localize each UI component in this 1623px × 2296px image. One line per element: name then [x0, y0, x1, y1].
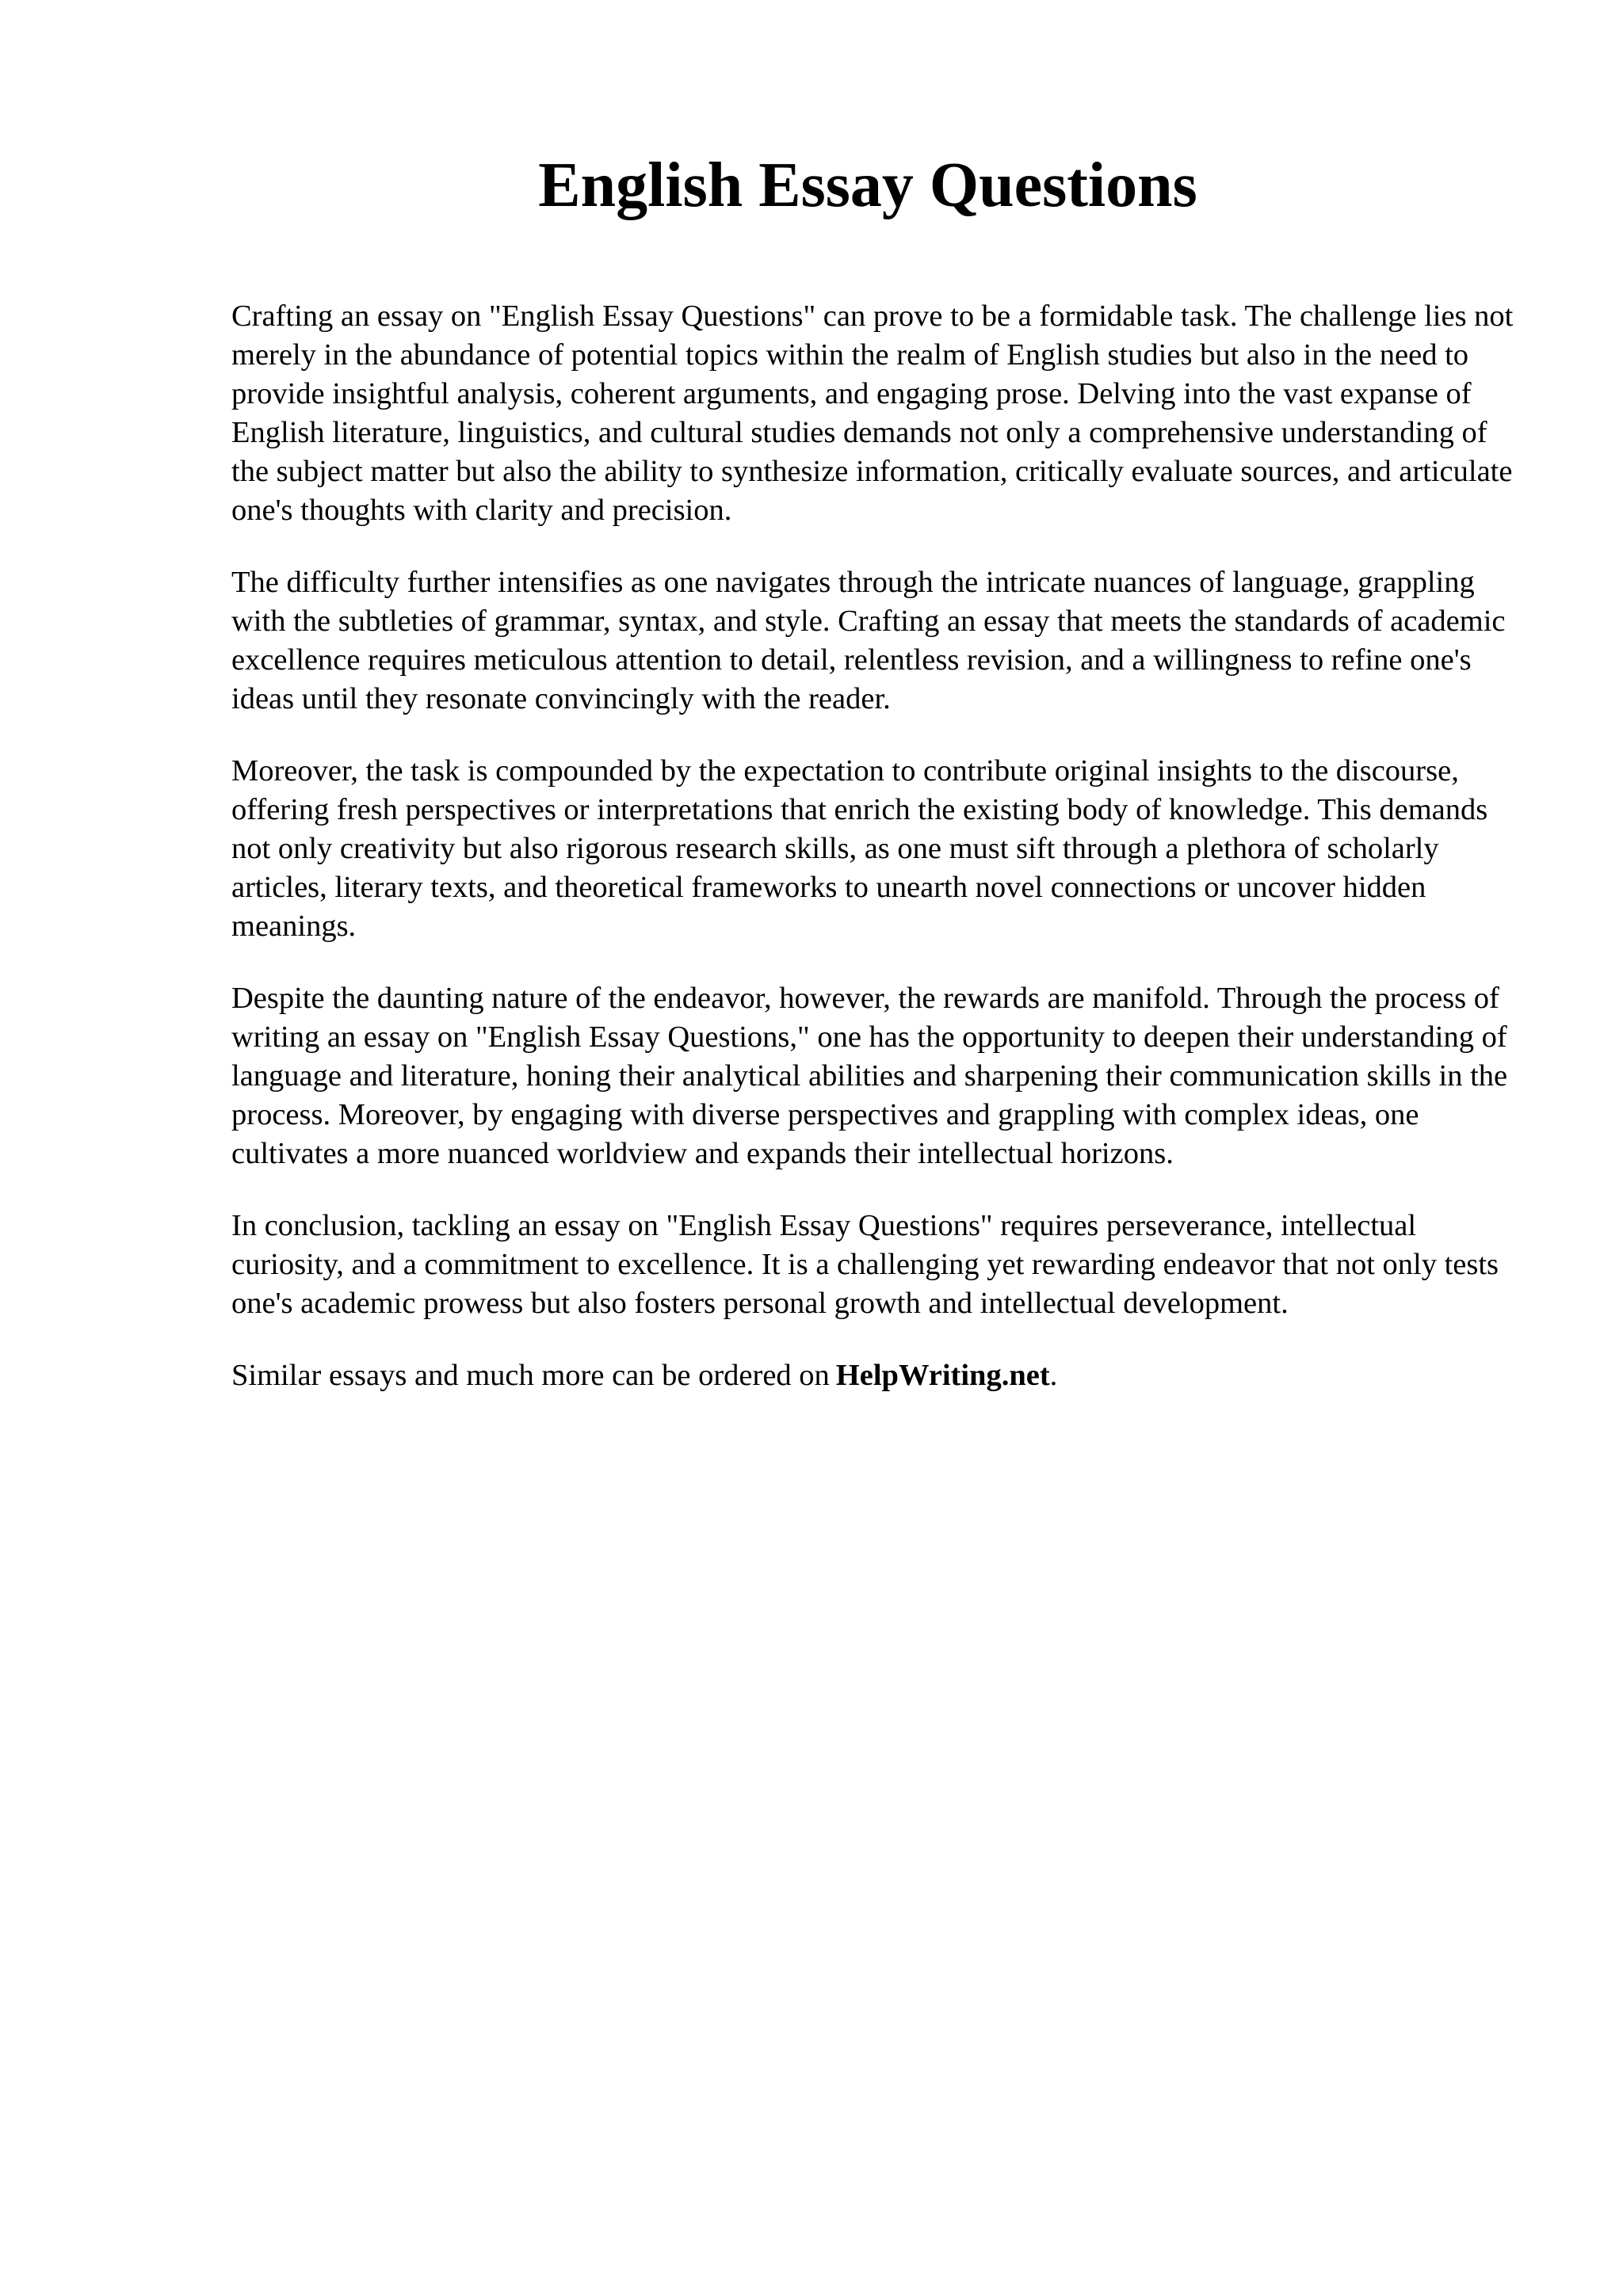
- paragraph-2: The difficulty further intensifies as one navigates through the intricate nuances of language, grappling with the subtleties of grammar, syntax, and style. Crafting an essay that meets the standards of academic excellence requires meticulous attention to detail, relentless revision, and a willingness to refine one's ideas until they resonate convincingly with the reader.: [231, 566, 1506, 715]
- promo-line: [231, 1356, 1515, 1395]
- promo-text: Similar essays and much more can be ordered on: [231, 1359, 830, 1392]
- promo-period: .: [1049, 1359, 1058, 1392]
- brand-link[interactable]: HelpWriting.net: [835, 1359, 1050, 1392]
- paragraph-3: Moreover, the task is compounded by the expectation to contribute original insights to the discourse, offering fresh perspectives or interpretations that enrich the existing body of knowledge. This demands not only creativity but also rigorous research skills, as one must sift through a plethora of scholarly articles, literary texts, and theoretical frameworks to unearth novel connections or uncover hidden meanings.: [231, 754, 1488, 943]
- paragraph-1: Crafting an essay on "English Essay Questions" can prove to be a formidable task. The challenge lies not merely in the abundance of potential topics within the realm of English studies but also in the need to provide insightful analysis, coherent arguments, and engaging prose. Delving into the vast expanse of English literature, linguistics, and cultural studies demands not only a comprehensive understanding of the subject matter but also the ability to synthesize information, critically evaluate sources, and articulate one's thoughts with clarity and precision.: [231, 299, 1514, 527]
- paragraph-5: In conclusion, tackling an essay on "English Essay Questions" requires perseverance, intellectual curiosity, and a commitment to excellence. It is a challenging yet rewarding endeavor that not only tests one's academic prowess but also fosters personal growth and intellectual development.: [231, 1209, 1499, 1320]
- essay-body: [231, 297, 1515, 1395]
- page-title: English Essay Questions: [538, 151, 1197, 220]
- paragraph-4: Despite the daunting nature of the endeavor, however, the rewards are manifold. Through the process of writing an essay on "English Essay Questions," one has the opportunity to deepen their understanding of language and literature, honing their analytical abilities and sharpening their communication skills in the process. Moreover, by engaging with diverse perspectives and grappling with complex ideas, one cultivates a more nuanced worldview and expands their intellectual horizons.: [231, 982, 1508, 1170]
